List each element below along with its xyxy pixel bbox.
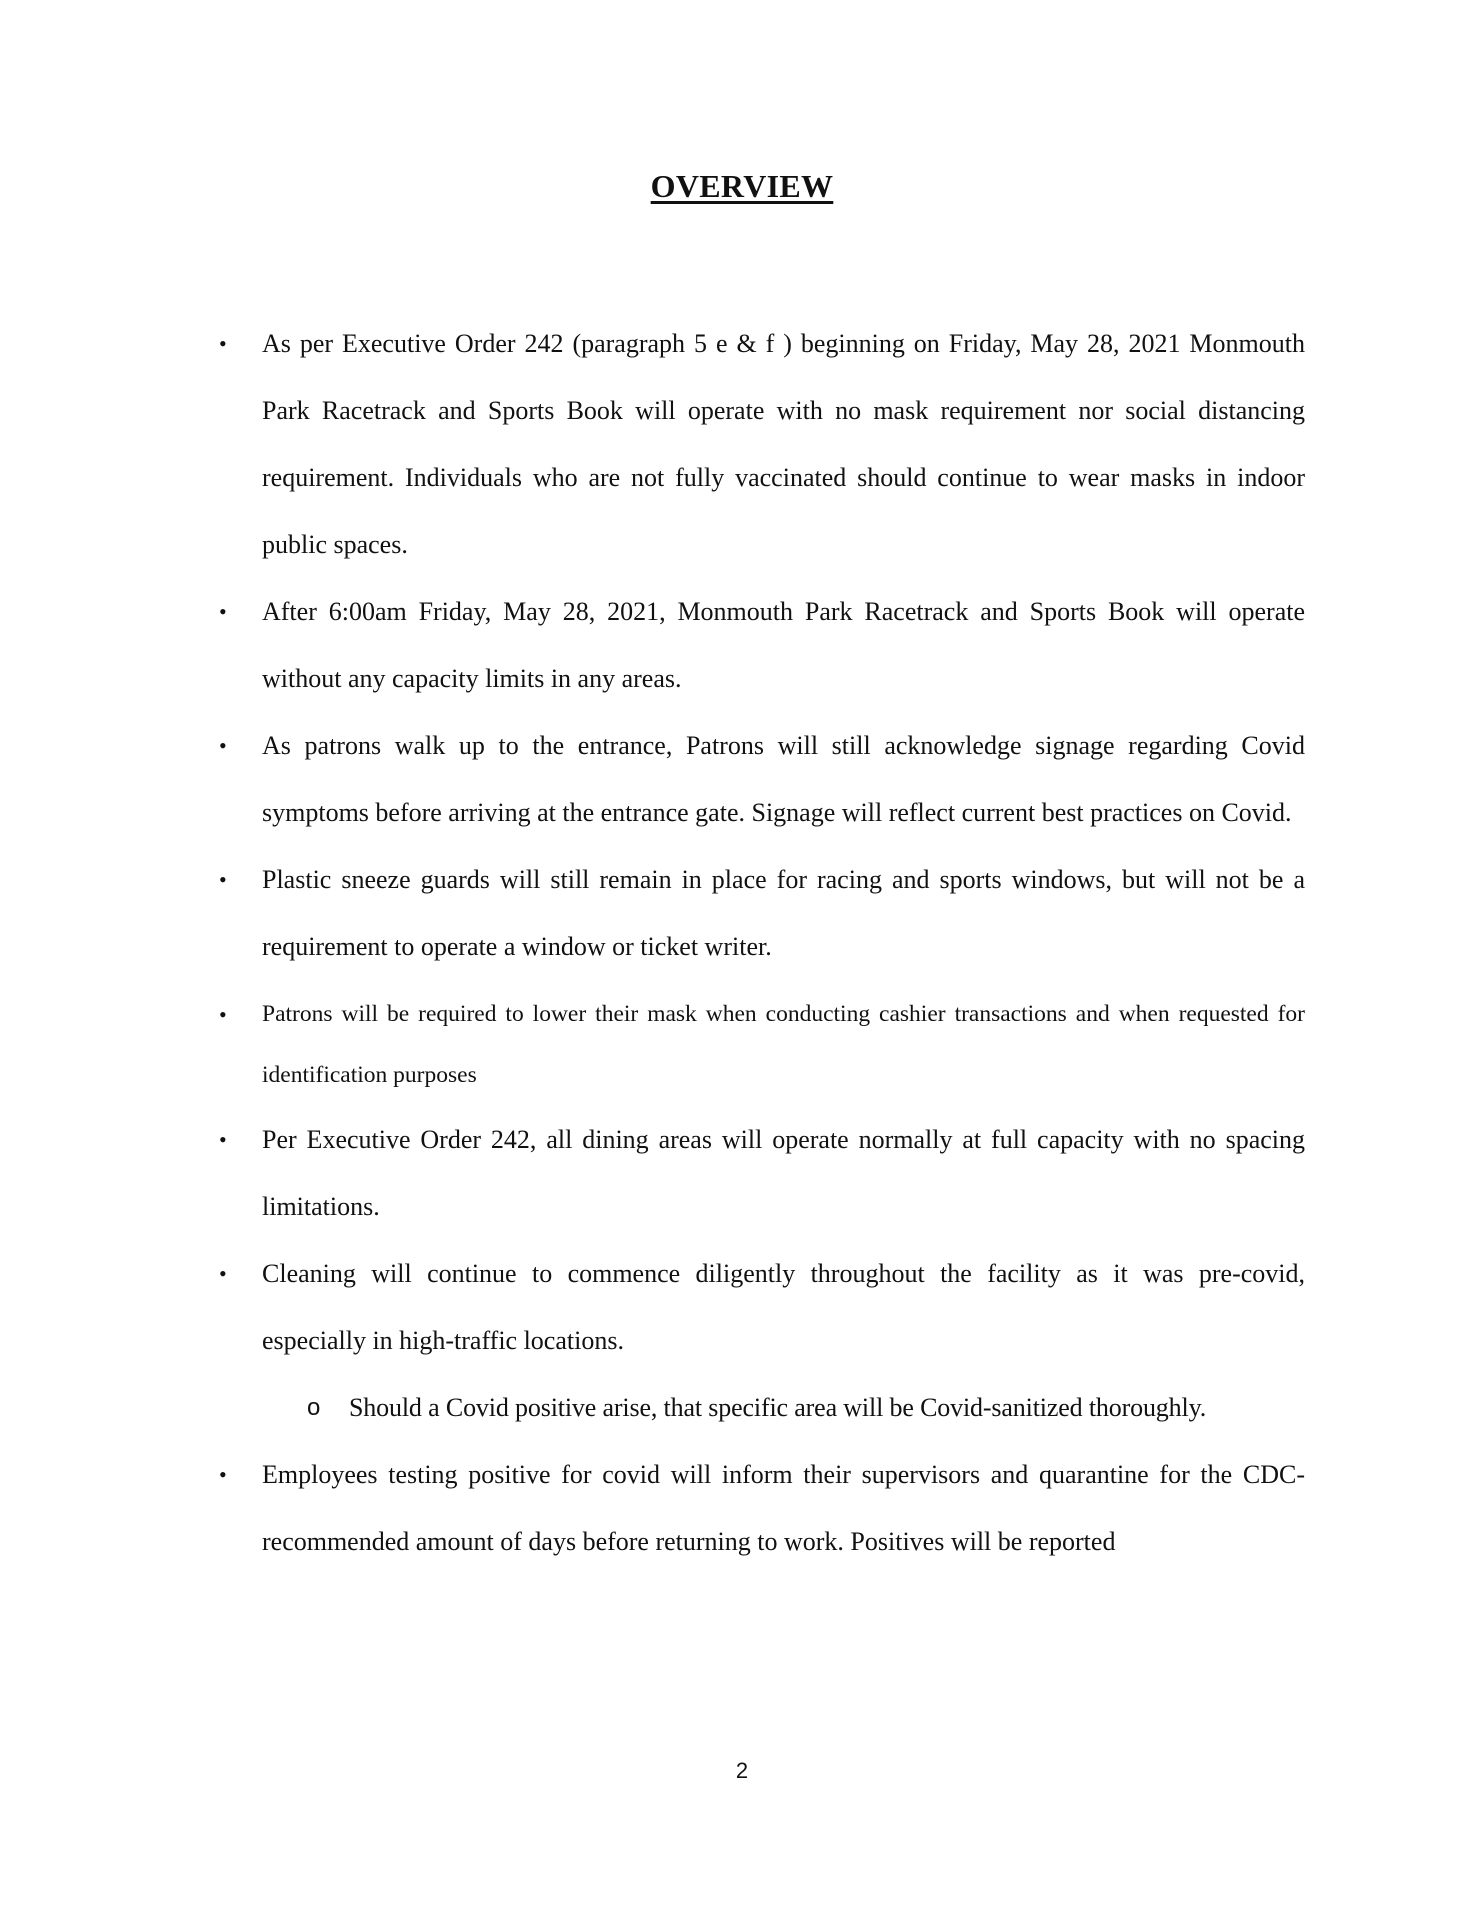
list-item-text: After 6:00am Friday, May 28, 2021, Monmouth Park Racetrack and Sports Book will operate without any capacity limits in any areas. — [262, 597, 1305, 693]
list-item-text: As per Executive Order 242 (paragraph 5 e & f ) beginning on Friday, May 28, 2021 Monmouth Park Racetrack and Sports Book will operate with no mask requirement nor social distancing requirement. Individuals who are not fully vaccinated should continue to wear masks in indoor public spaces. — [262, 329, 1305, 559]
list-item-text: Patrons will be required to lower their mask when conducting cashier transactions and when requested for identification purposes — [262, 1001, 1305, 1088]
list-item — [219, 984, 1305, 1106]
list-item — [219, 712, 1305, 846]
bullet-icon: • — [219, 1127, 227, 1152]
overview-bullet-list — [0, 310, 1484, 1575]
page-title: OVERVIEW — [650, 168, 834, 204]
bullet-icon: • — [219, 733, 227, 758]
bullet-icon: • — [219, 1261, 227, 1286]
bullet-icon: • — [219, 331, 227, 356]
list-item — [219, 310, 1305, 578]
list-item — [219, 578, 1305, 712]
bullet-icon: • — [219, 599, 227, 624]
list-item-text: Cleaning will continue to commence diligently throughout the facility as it was pre-covid, especially in high-traffic locations. — [262, 1259, 1305, 1355]
sub-bullet-icon: o — [307, 1394, 321, 1421]
list-item-text: Per Executive Order 242, all dining areas will operate normally at full capacity with no spacing limitations. — [262, 1125, 1305, 1221]
bullet-icon: • — [219, 1002, 227, 1027]
list-item — [219, 1441, 1305, 1575]
list-item-text: Plastic sneeze guards will still remain in place for racing and sports windows, but will not be a requirement to operate a window or ticket writer. — [262, 865, 1305, 961]
list-item — [219, 1106, 1305, 1240]
sub-list-item — [307, 1374, 1305, 1441]
bullet-icon: • — [219, 867, 227, 892]
page-number: 2 — [735, 1758, 749, 1783]
list-item-text: As patrons walk up to the entrance, Patrons will still acknowledge signage regarding Covid symptoms before arriving at the entrance gate. Signage will reflect current best practices on Covid. — [262, 731, 1305, 827]
list-item — [219, 1240, 1305, 1374]
sub-list-item-text: Should a Covid positive arise, that specific area will be Covid-sanitized thoroughly. — [349, 1393, 1207, 1422]
list-item — [219, 846, 1305, 980]
bullet-icon: • — [219, 1462, 227, 1487]
list-item-text: Employees testing positive for covid will inform their supervisors and quarantine for the CDC-recommended amount of days before returning to work. Positives will be reported — [262, 1460, 1305, 1556]
